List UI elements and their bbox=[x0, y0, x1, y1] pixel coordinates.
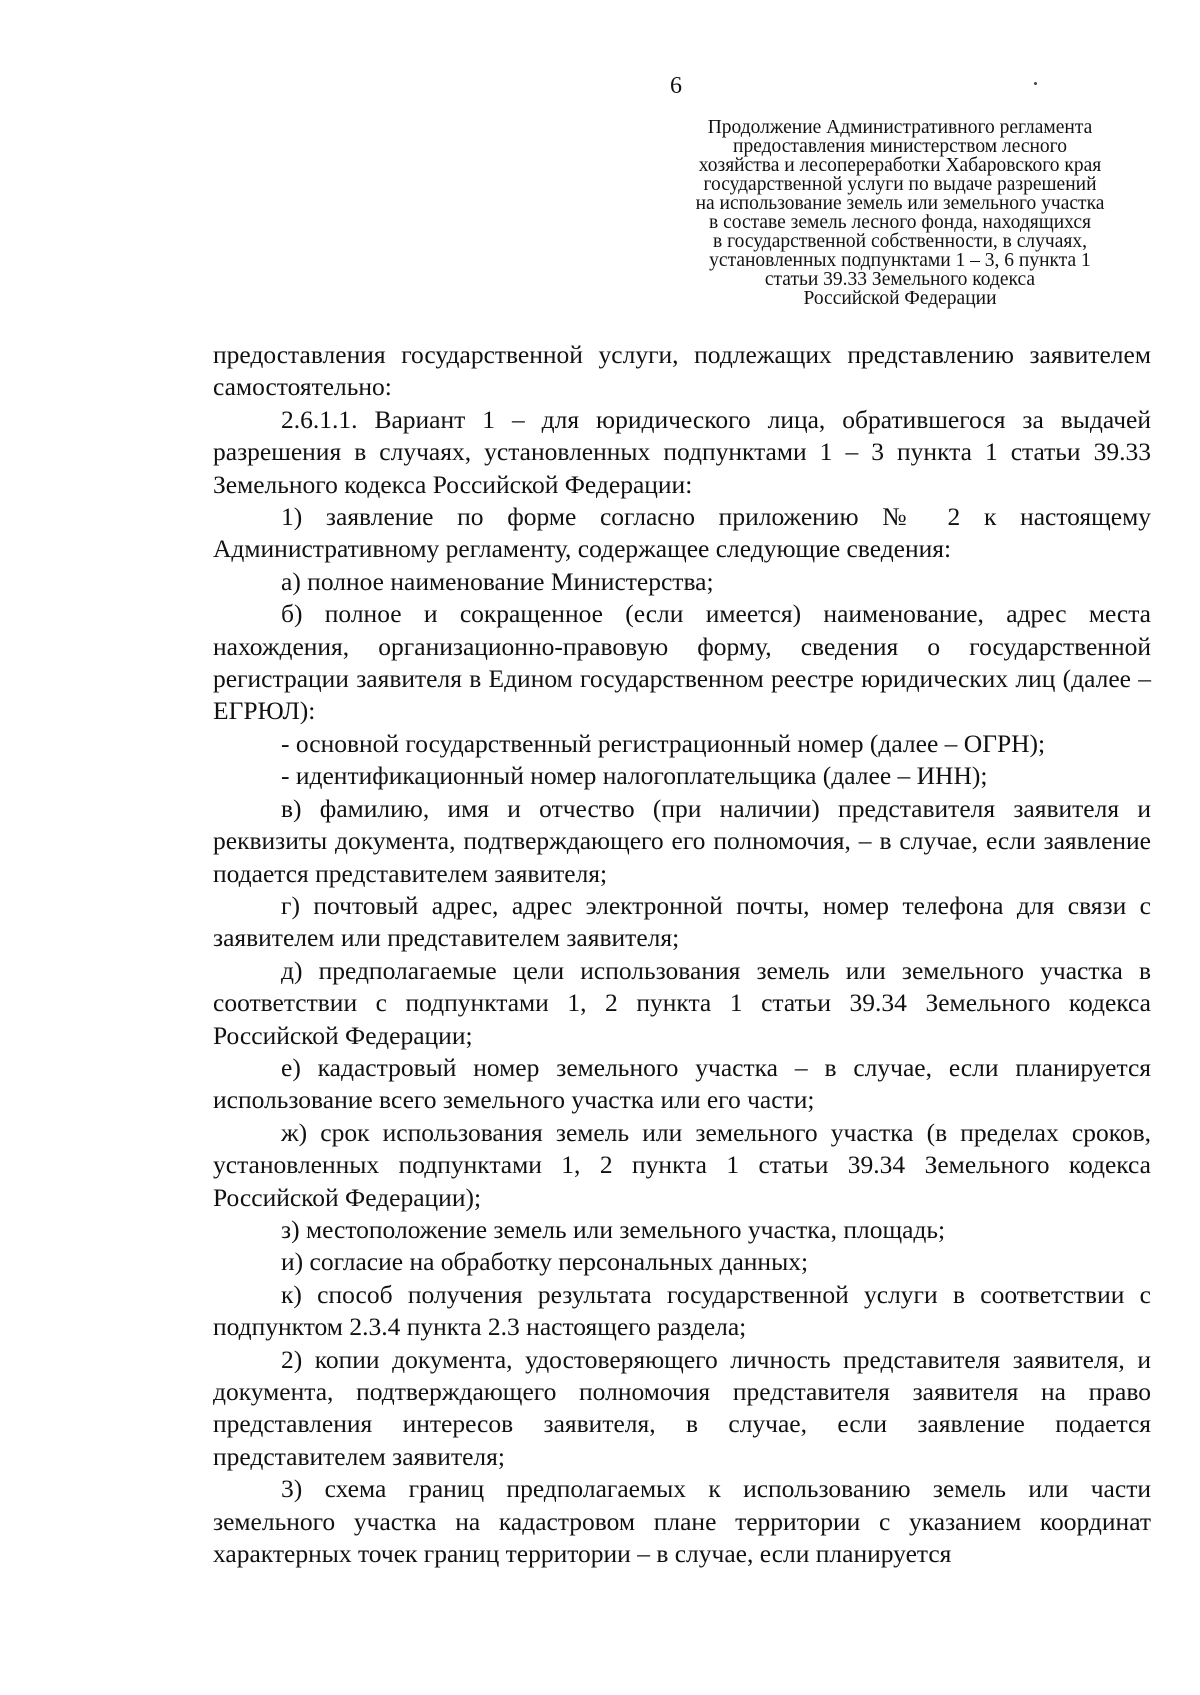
page-number: 6 bbox=[670, 73, 682, 99]
document-body bbox=[213, 339, 1151, 1570]
body-paragraph: з) местоположение земель или земельного участка, площадь; bbox=[281, 1214, 946, 1244]
body-paragraph: ж) срок использования земель или земельного участка (в пределах сроков, установленных подпунктами 1, 2 пункта 1 статьи 39.34 Земельного кодекса Российской Федерации); bbox=[213, 1117, 1151, 1212]
header-line: на использование земель или земельного участка bbox=[695, 193, 1105, 214]
scan-speck bbox=[1034, 82, 1037, 85]
header-line: Продолжение Административного регламента bbox=[707, 117, 1093, 138]
body-paragraph: 2) копии документа, удостоверяющего личность представителя заявителя, и документа, подтверждающего полномочия представителя заявителя на право представления интересов заявителя, в случае, если заявление подается представителем заявителя; bbox=[213, 1344, 1151, 1471]
header-line: статьи 39.33 Земельного кодекса bbox=[764, 269, 1036, 290]
body-paragraph: б) полное и сокращенное (если имеется) наименование, адрес места нахождения, организационно-правовую форму, сведения о государственной регистрации заявителя в Едином государственном реестре юридических лиц (далее – ЕГРЮЛ): bbox=[213, 599, 1151, 726]
document-header bbox=[655, 118, 1145, 308]
body-paragraph: - основной государственный регистрационный номер (далее – ОГРН); bbox=[281, 728, 1046, 758]
body-paragraph: г) почтовый адрес, адрес электронной почты, номер телефона для связи с заявителем или представителем заявителя; bbox=[213, 890, 1151, 953]
body-paragraph: 3) схема границ предполагаемых к использованию земель или части земельного участка на кадастровом плане территории с указанием координат характерных точек границ территории – в случае, если планируется bbox=[213, 1474, 1151, 1569]
body-paragraph: е) кадастровый номер земельного участка – в случае, если планируется использование всего земельного участка или его части; bbox=[213, 1052, 1151, 1115]
header-line: государственной услуги по выдаче разрешений bbox=[703, 174, 1097, 195]
body-paragraph: предоставления государственной услуги, подлежащих представлению заявителем самостоятельно: bbox=[213, 340, 1151, 402]
header-line: хозяйства и лесопереработки Хабаровского края bbox=[698, 155, 1102, 176]
header-line: установленных подпунктами 1 – 3, 6 пункта 1 bbox=[709, 250, 1091, 271]
body-paragraph: и) согласие на обработку персональных данных; bbox=[281, 1247, 809, 1277]
header-line: Российской Федерации bbox=[803, 288, 997, 309]
body-paragraph: а) полное наименование Министерства; bbox=[281, 566, 714, 596]
body-paragraph: к) способ получения результата государственной услуги в соответствии с подпунктом 2.3.4 пункта 2.3 настоящего раздела; bbox=[213, 1279, 1151, 1342]
body-paragraph: - идентификационный номер налогоплательщика (далее – ИНН); bbox=[281, 761, 988, 791]
header-line: в составе земель лесного фонда, находящихся bbox=[709, 212, 1091, 233]
body-paragraph: д) предполагаемые цели использования земель или земельного участка в соответствии с подпунктами 1, 2 пункта 1 статьи 39.34 Земельного кодекса Российской Федерации; bbox=[213, 955, 1151, 1050]
header-line: в государственной собственности, в случаях, bbox=[713, 231, 1087, 252]
body-paragraph: в) фамилию, имя и отчество (при наличии) представителя заявителя и реквизиты документа, подтверждающего его полномочия, – в случае, если заявление подается представителем заявителя; bbox=[213, 793, 1151, 888]
header-line: предоставления министерством лесного bbox=[733, 136, 1067, 157]
body-paragraph: 1) заявление по форме согласно приложению № 2 к настоящему Административному регламенту, содержащее следующие сведения: bbox=[213, 502, 1151, 564]
body-paragraph: 2.6.1.1. Вариант 1 – для юридического лица, обратившегося за выдачей разрешения в случаях, установленных подпунктами 1 – 3 пункта 1 статьи 39.33 Земельного кодекса Российской Федерации: bbox=[213, 404, 1151, 499]
